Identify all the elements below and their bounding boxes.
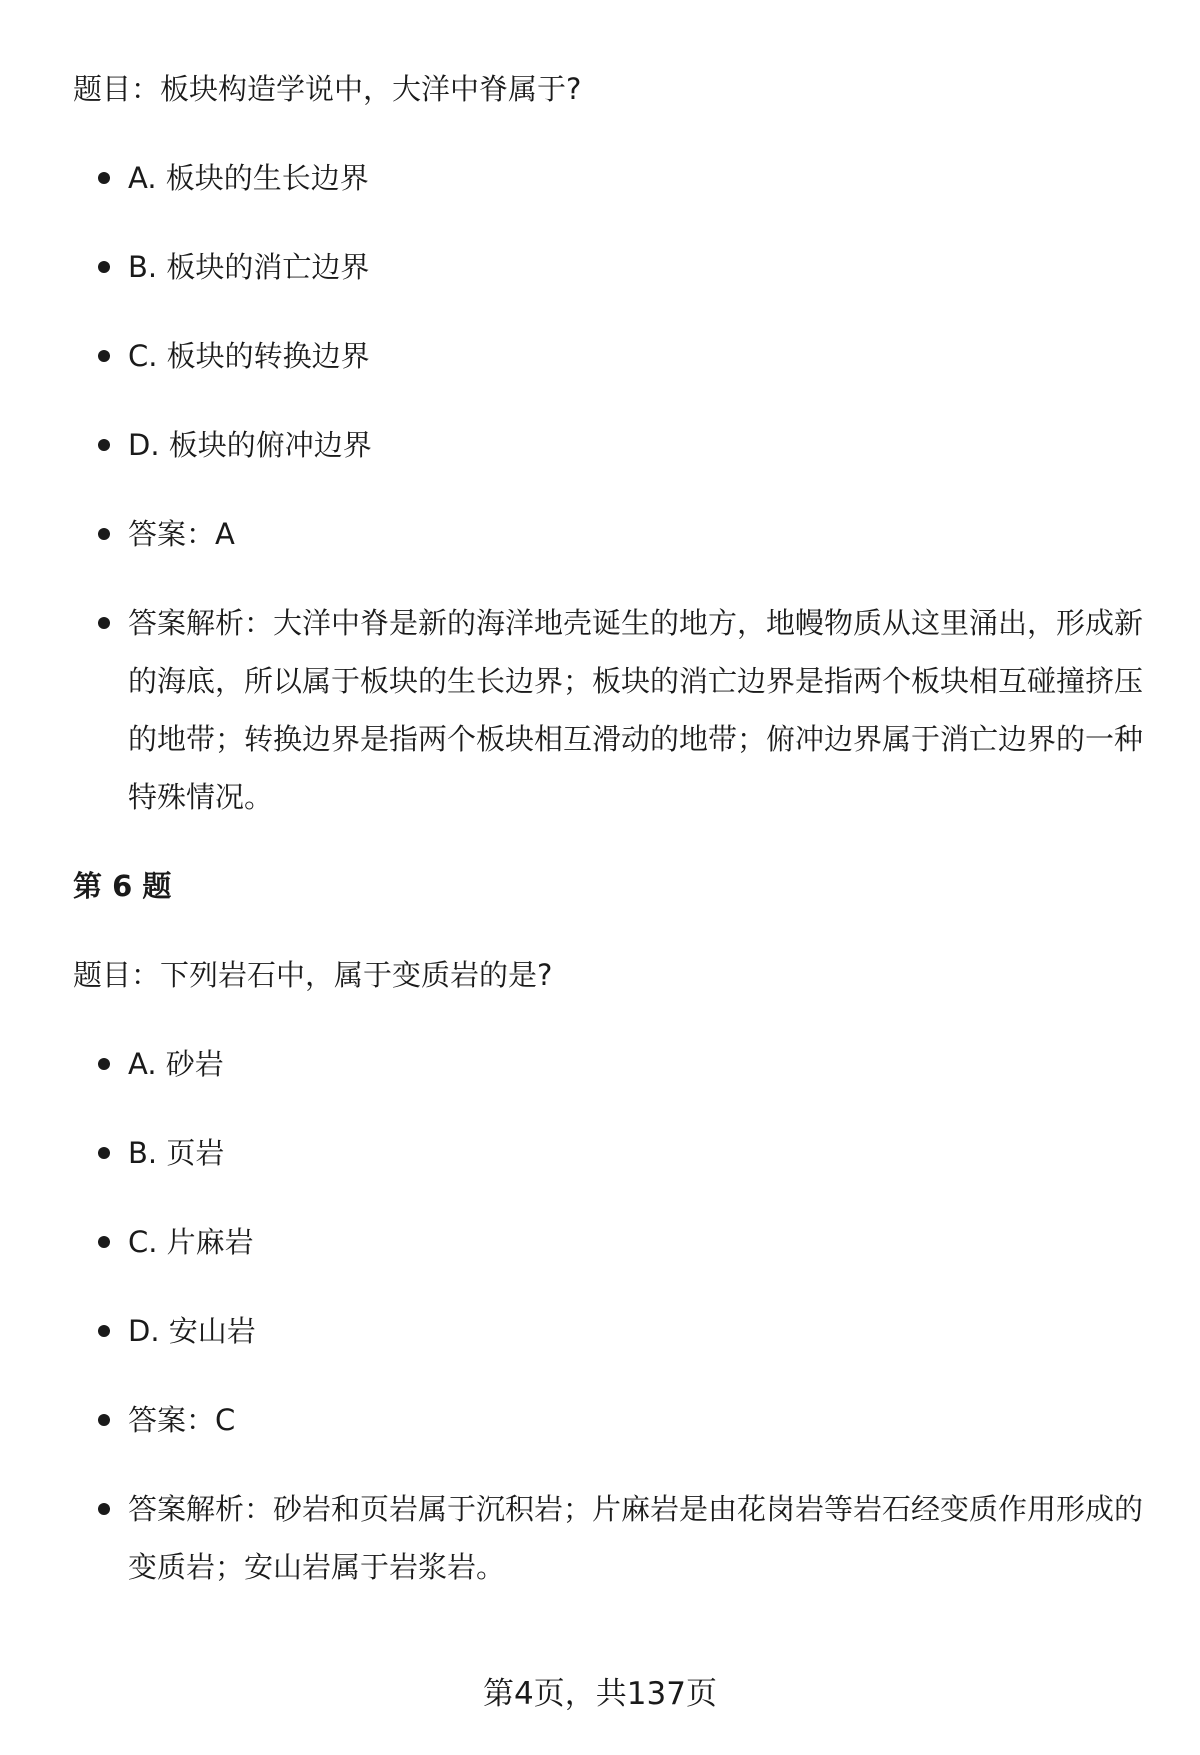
question-6-option-a <box>73 1035 1143 1093</box>
option-label: C. 片麻岩 <box>128 1225 254 1259</box>
question-5 <box>73 60 1143 826</box>
answer-label: 答案：A <box>128 517 235 551</box>
question-5-options <box>73 149 1143 826</box>
explanation-text: 答案解析：大洋中脊是新的海洋地壳诞生的地方，地幔物质从这里涌出，形成新的海底，所以属于板块的生长边界；板块的消亡边界是指两个板块相互碰撞挤压的地带；转换边界是指两个板块相互滑动的地带；俯冲边界属于消亡边界的一种特殊情况。 <box>128 606 1144 814</box>
explanation-text: 答案解析：砂岩和页岩属于沉积岩；片麻岩是由花岗岩等岩石经变质作用形成的变质岩；安山岩属于岩浆岩。 <box>128 1492 1144 1584</box>
question-5-option-a <box>73 149 1143 207</box>
option-label: C. 板块的转换边界 <box>128 339 370 373</box>
bullet-icon <box>98 1503 110 1515</box>
bullet-icon <box>98 1058 110 1070</box>
question-6-option-b <box>73 1124 1143 1182</box>
option-label: D. 安山岩 <box>128 1314 256 1348</box>
bullet-icon <box>98 528 110 540</box>
bullet-icon <box>98 1147 110 1159</box>
bullet-icon <box>98 617 110 629</box>
question-6-option-c <box>73 1213 1143 1271</box>
question-6-explanation <box>73 1480 1143 1596</box>
question-5-option-c <box>73 327 1143 385</box>
option-label: B. 页岩 <box>128 1136 225 1170</box>
bullet-icon <box>98 1325 110 1337</box>
question-6-answer <box>73 1391 1143 1449</box>
bullet-icon <box>98 439 110 451</box>
option-label: A. 板块的生长边界 <box>128 161 369 195</box>
question-6-heading: 第 6 题 <box>73 869 172 903</box>
bullet-icon <box>98 1236 110 1248</box>
question-5-explanation <box>73 594 1143 826</box>
question-5-answer <box>73 505 1143 563</box>
question-5-option-b <box>73 238 1143 296</box>
question-6-text: 题目：下列岩石中，属于变质岩的是? <box>73 958 553 992</box>
option-label: A. 砂岩 <box>128 1047 224 1081</box>
question-6 <box>73 857 1143 1596</box>
option-label: D. 板块的俯冲边界 <box>128 428 372 462</box>
option-label: B. 板块的消亡边界 <box>128 250 370 284</box>
page-footer: 第4页，共137页 <box>483 1676 717 1712</box>
bullet-icon <box>98 172 110 184</box>
bullet-icon <box>98 1414 110 1426</box>
answer-label: 答案：C <box>128 1403 236 1437</box>
bullet-icon <box>98 261 110 273</box>
bullet-icon <box>98 350 110 362</box>
document-content <box>73 60 1143 1627</box>
question-6-options <box>73 1035 1143 1596</box>
question-5-text: 题目：板块构造学说中，大洋中脊属于? <box>73 72 582 106</box>
question-5-option-d <box>73 416 1143 474</box>
question-6-option-d <box>73 1302 1143 1360</box>
